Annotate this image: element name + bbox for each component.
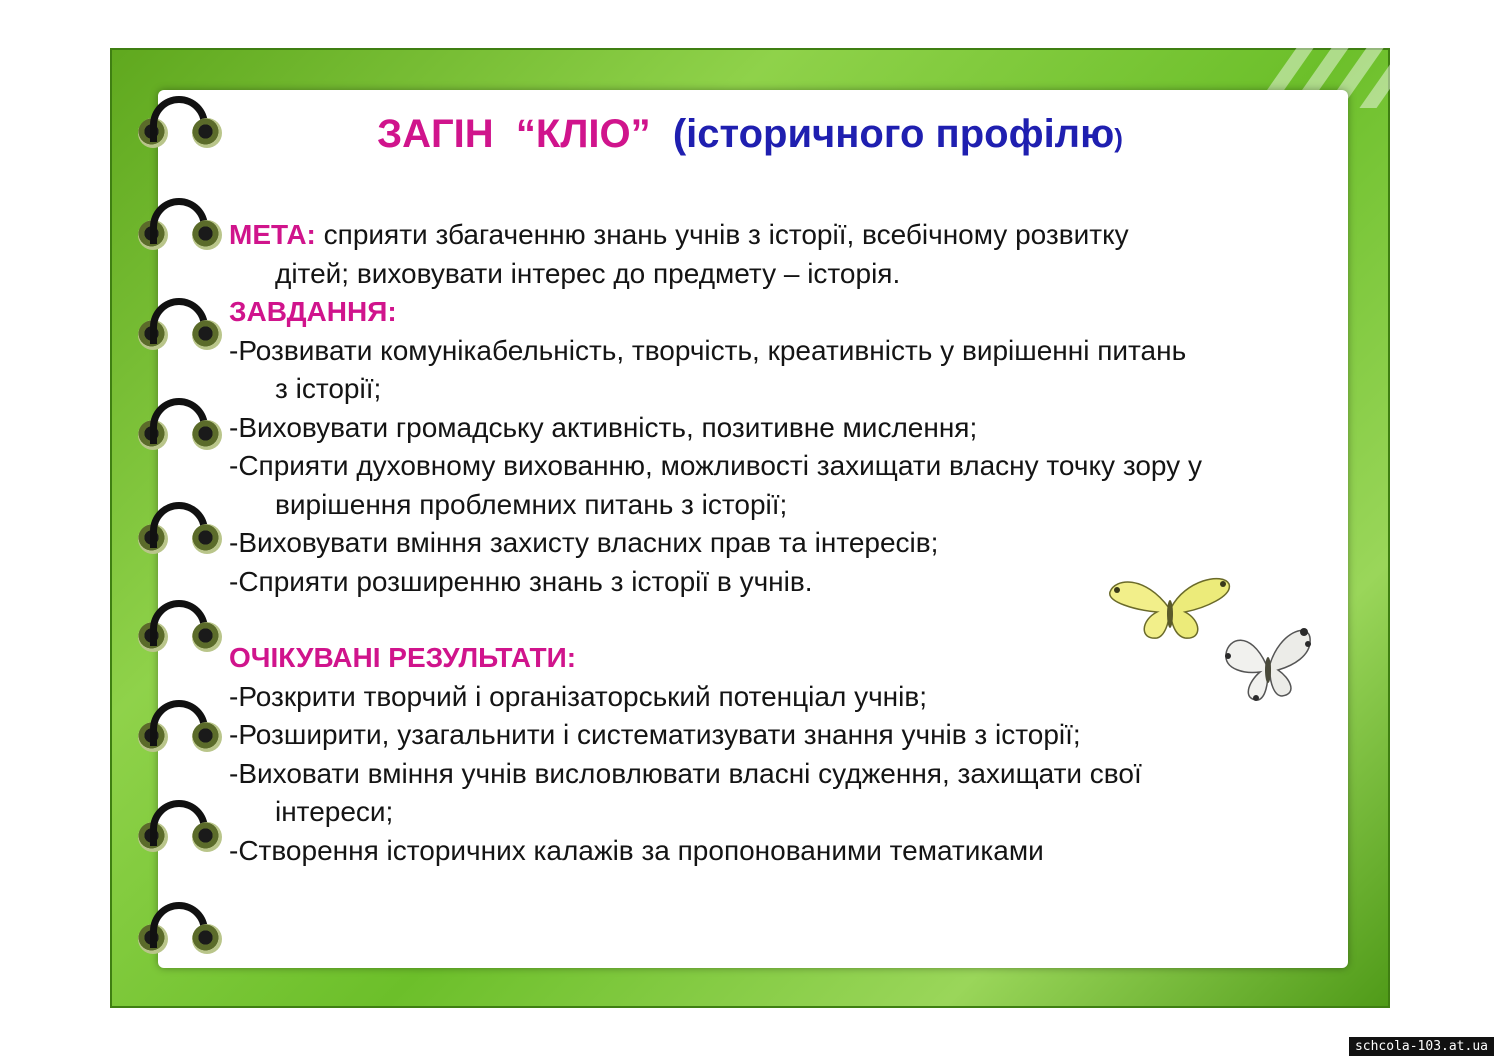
result-item: -Виховати вміння учнів висловлювати власні судження, захищати свої — [229, 757, 1142, 789]
binder-ring-icon — [120, 902, 220, 962]
white-butterfly-icon — [1220, 620, 1315, 705]
binder-ring-icon — [120, 398, 220, 458]
binder-ring-icon — [120, 298, 220, 358]
binder-ring-icon — [120, 600, 220, 660]
meta-text-continued: дітей; виховувати інтерес до предмету – історія. — [275, 257, 901, 289]
result-item: -Розкрити творчий і організаторський потенціал учнів; — [229, 680, 928, 712]
result-item: -Створення історичних калажів за пропонованими тематиками — [229, 834, 1044, 866]
result-item-continued: інтереси; — [275, 796, 394, 827]
task-item: -Розвивати комунікабельність, творчість, креативність у вирішенні питань — [229, 334, 1187, 366]
title-profile: (історичного профілю — [672, 112, 1115, 156]
task-item: -Сприяти духовному вихованню, можливості захищати власну точку зору у — [229, 450, 1202, 481]
task-item: -Виховувати громадську активність, позитивне мислення; — [229, 411, 978, 443]
binder-ring-icon — [120, 700, 220, 760]
meta-line — [229, 216, 1359, 255]
binder-ring-icon — [120, 198, 220, 258]
page-title — [0, 112, 1500, 157]
binder-ring-icon — [120, 800, 220, 860]
task-item: -Сприяти розширенню знань з історії в учнів. — [229, 565, 813, 597]
meta-text: сприяти збагаченню знань учнів з історії, всебічному розвитку — [315, 219, 1129, 250]
result-item: -Розширити, узагальнити і систематизувати знання учнів з історії; — [229, 719, 1081, 750]
task-item-continued: з історії; — [275, 373, 382, 404]
title-closing-paren: ) — [1114, 123, 1123, 153]
title-group-name: ЗАГІН “КЛІО” — [377, 112, 673, 156]
yellow-butterfly-icon — [1105, 570, 1235, 645]
binder-ring-icon — [120, 502, 220, 562]
meta-label: МЕТА: — [229, 219, 316, 250]
tasks-heading: ЗАВДАННЯ: — [229, 296, 397, 327]
task-item-continued: вирішення проблемних питань з історії; — [275, 488, 788, 520]
results-heading: ОЧІКУВАНІ РЕЗУЛЬТАТИ: — [229, 642, 577, 673]
site-watermark: schcola-103.at.ua — [1349, 1037, 1494, 1056]
content-body — [229, 216, 1359, 870]
task-item: -Виховувати вміння захисту власних прав та інтересів; — [229, 527, 939, 558]
